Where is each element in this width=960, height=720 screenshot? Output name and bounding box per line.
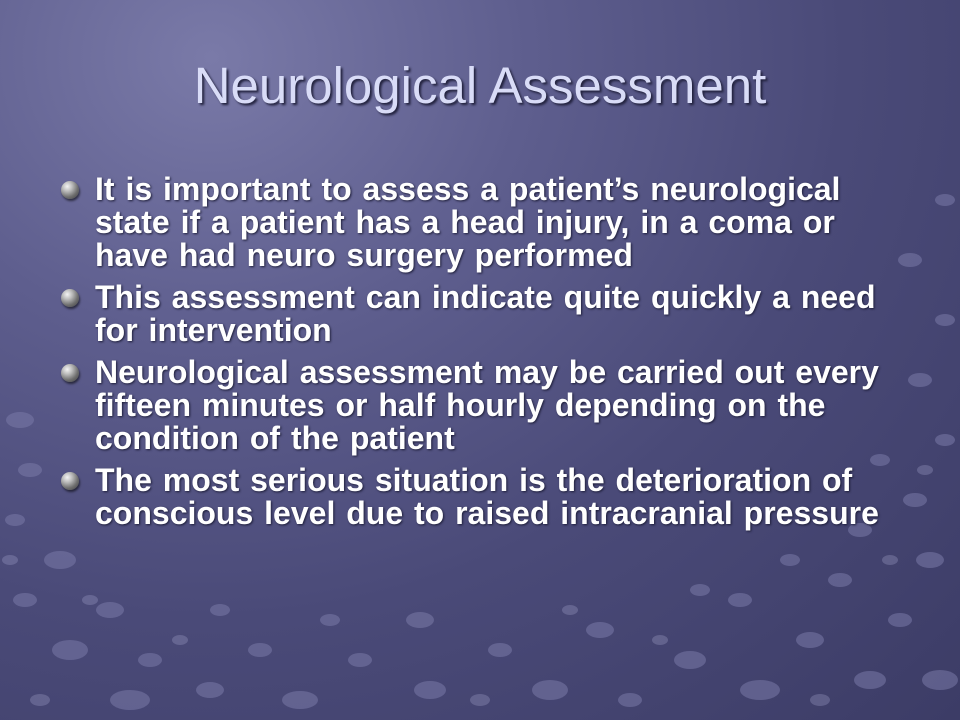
bullet-text: It is important to assess a patient’s neurological state if a patient has a head injury, in a coma or have had neuro surgery performed [95,171,841,273]
bullet-item [60,173,900,272]
bullet-text: This assessment can indicate quite quickly a need for intervention [95,279,876,348]
bullet-list [60,173,900,539]
sphere-bullet-icon [61,289,79,307]
sphere-bullet-icon [61,181,79,199]
sphere-bullet-icon [61,364,79,382]
bullet-item [60,281,900,347]
bullet-item [60,464,900,530]
slide-title: Neurological Assessment [193,57,767,114]
bullet-item [60,356,900,455]
bullet-text: Neurological assessment may be carried out every fifteen minutes or half hourly depending on the condition of the patient [95,354,879,456]
sphere-bullet-icon [61,472,79,490]
bullet-text: The most serious situation is the deterioration of conscious level due to raised intracranial pressure [95,462,879,531]
